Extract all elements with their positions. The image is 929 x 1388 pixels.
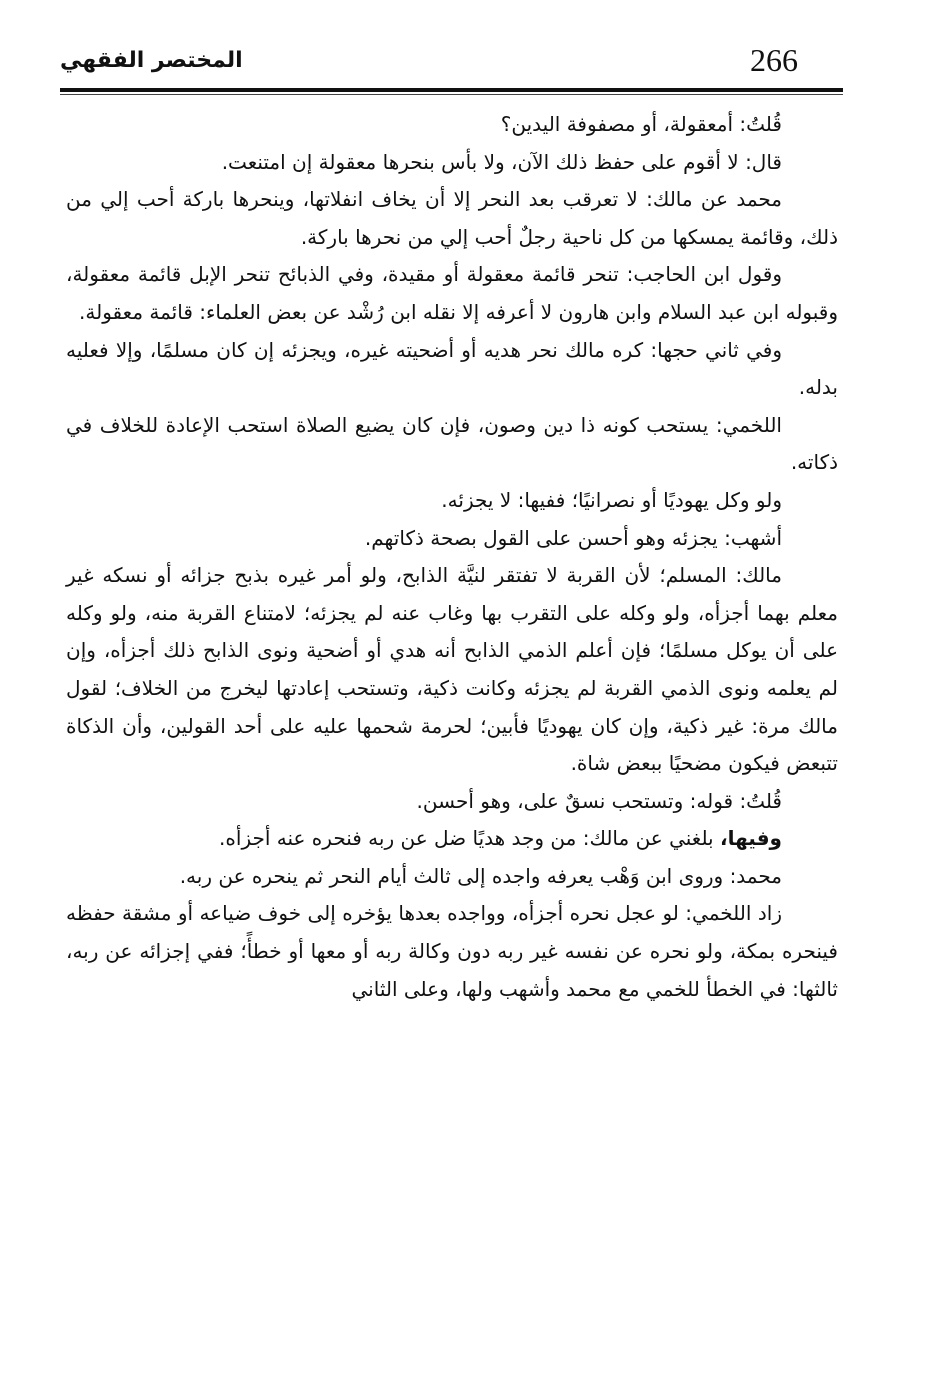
paragraph-text: أشهب: يجزئه وهو أحسن على القول بصحة ذكاتهم. [364, 525, 782, 550]
paragraph-text: مالك: المسلم؛ لأن القربة لا تفتقر لنيَّة الذابح، ولو أمر غيره بذبح جزائه أو نسكه غير معلم بهما أجزأه، ولو وكله على التقرب بها وغاب عنه لم يجزئه؛ لامتناع القربة منه، ولو وكله على أن يوكل مسلمًا؛ فإن أعلم الذمي الذابح أنه هدي أو أضحية ونوى الذابح ذلك أجزأه، وإن لم يعلمه ونوى الذمي القربة لم يجزئه وكانت ذكية، وتستحب إعادتها ليخرج من الخلاف؛ لقول مالك مرة: غير ذكية، وإن كان يهوديًا فأبين؛ لحرمة شحمها عليه على أحد القولين، وأن الذكاة تتبعض فيكون مضحيًا ببعض شاة. [66, 563, 838, 776]
paragraph-text: محمد عن مالك: لا تعرقب بعد النحر إلا أن يخاف انفلاتها، وينحرها باركة أحب إلي من ذلك، وقائمة يمسكها من كل ناحية رجلٌ أحب إلي من نحرها باركة. [66, 187, 838, 249]
paragraph-text: وقول ابن الحاجب: تنحر قائمة معقولة أو مقيدة، وفي الذبائح تنحر الإبل قائمة معقولة، وقبوله ابن عبد السلام وابن هارون لا أعرفه إلا نقله ابن رُشْد عن بعض العلماء: قائمة معقولة. [66, 262, 838, 324]
paragraph [66, 482, 838, 520]
paragraph-text: محمد: وروى ابن وَهْب يعرفه واجده إلى ثالث أيام النحر ثم ينحره عن ربه. [179, 863, 782, 888]
paragraph-text: قال: لا أقوم على حفظ ذلك الآن، ولا بأس بنحرها معقولة إن امتنعت. [221, 149, 782, 174]
paragraph [66, 407, 838, 482]
paragraph-text: وفي ثاني حجها: كره مالك نحر هديه أو أضحيته غيره، ويجزئه إن كان مسلمًا، وإلا فعليه بدله. [66, 337, 838, 400]
paragraph [66, 783, 838, 821]
running-title: المختصر الفقهي [60, 48, 243, 73]
paragraph-text: قُلتُ: قوله: وتستحب نسقٌ على، وهو أحسن. [416, 788, 782, 813]
paragraph [66, 557, 838, 783]
paragraph [66, 895, 838, 1008]
paragraph-text: زاد اللخمي: لو عجل نحره أجزأه، وواجده بعدها يؤخره إلى خوف ضياعه أو مشقة حفظه فينحره بمكة، ولو نحره عن نفسه غير ربه دون وكالة ربه أو معها أو خطأً؛ ففي إجزائه عن ربه، ثالثها: في الخطأ للخمي مع محمد وأشهب ولها، وعلى الثاني [66, 901, 838, 1001]
paragraph [66, 858, 838, 896]
body-text [66, 106, 838, 1008]
paragraph-text: ولو وكل يهوديًا أو نصرانيًا؛ ففيها: لا يجزئه. [441, 487, 782, 512]
page-number: 266 [750, 42, 798, 78]
header-rule-thick [60, 88, 843, 92]
paragraph [66, 520, 838, 558]
paragraph-text: اللخمي: يستحب كونه ذا دين وصون، فإن كان يضيع الصلاة استحب الإعادة للخلاف في ذكاته. [66, 412, 838, 475]
paragraph [66, 106, 838, 144]
paragraph [66, 144, 838, 182]
page-header [60, 36, 843, 88]
paragraph-text: قُلتُ: أمعقولة، أو مصفوفة اليدين؟ [500, 112, 782, 136]
paragraph [66, 181, 838, 256]
header-rule-thin [60, 94, 843, 95]
paragraph [66, 256, 838, 331]
paragraph-text: بلغني عن مالك: من وجد هديًا ضل عن ربه فنحره عنه أجزأه. [219, 826, 720, 851]
paragraph [66, 820, 838, 858]
paragraph-lead: وفيها، [719, 826, 782, 851]
paragraph [66, 332, 838, 407]
